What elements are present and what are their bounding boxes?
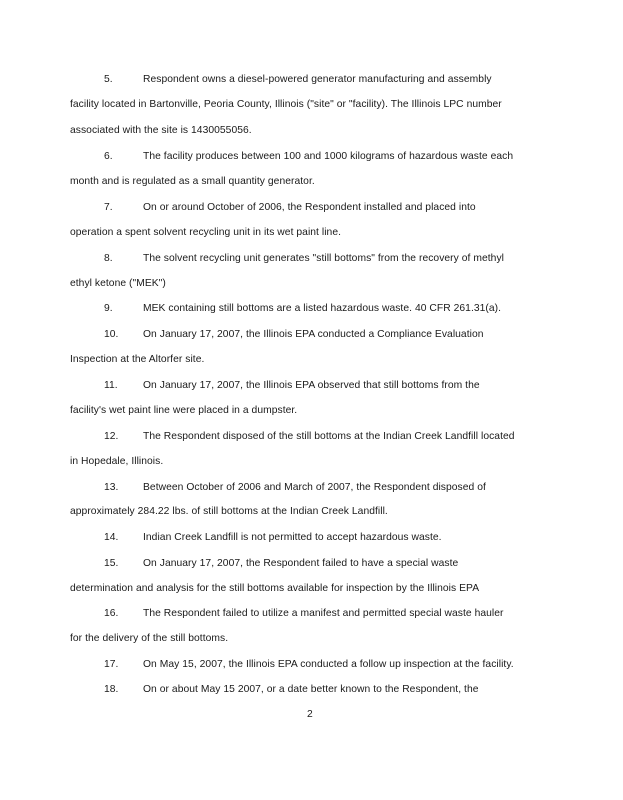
paragraph-number: 11.: [104, 380, 118, 391]
paragraph-number: 5.: [104, 74, 113, 85]
paragraph-text-line: Indian Creek Landfill is not permitted to accept hazardous waste.: [143, 532, 442, 543]
paragraph-text-line: On January 17, 2007, the Respondent failed to have a special waste: [143, 558, 459, 569]
paragraph-text-line: The Respondent failed to utilize a manifest and permitted special waste hauler: [143, 608, 504, 619]
paragraph-text-line: Respondent owns a diesel-powered generator manufacturing and assembly: [143, 74, 492, 85]
paragraph-text-line: On or about May 15 2007, or a date better known to the Respondent, the: [143, 684, 479, 695]
paragraph-number: 13.: [104, 482, 119, 493]
paragraph-text-line: for the delivery of the still bottoms.: [70, 633, 229, 644]
paragraph-text-line: operation a spent solvent recycling unit in its wet paint line.: [70, 227, 342, 238]
paragraph-number: 7.: [104, 202, 113, 213]
paragraph-number: 9.: [104, 303, 113, 314]
paragraph-number: 12.: [104, 431, 119, 442]
paragraph-number: 10.: [104, 329, 119, 340]
paragraph-text-line: ethyl ketone ("MEK"): [70, 278, 166, 289]
paragraph-number: 14.: [104, 532, 119, 543]
paragraph-text-line: On January 17, 2007, the Illinois EPA observed that still bottoms from the: [143, 380, 480, 391]
paragraph-number: 15.: [104, 558, 119, 569]
paragraph-number: 8.: [104, 253, 113, 264]
paragraph-text-line: approximately 284.22 lbs. of still bottoms at the Indian Creek Landfill.: [70, 506, 388, 517]
paragraph-text-line: On May 15, 2007, the Illinois EPA conducted a follow up inspection at the facility.: [143, 659, 514, 670]
paragraph-number: 17.: [104, 659, 119, 670]
paragraph-text-line: MEK containing still bottoms are a listed hazardous waste. 40 CFR 261.31(a).: [143, 303, 502, 314]
paragraph-text-line: Between October of 2006 and March of 2007, the Respondent disposed of: [143, 482, 486, 493]
paragraph-number: 6.: [104, 151, 113, 162]
paragraph-text-line: in Hopedale, Illinois.: [70, 456, 164, 467]
paragraph-text-line: On or around October of 2006, the Respondent installed and placed into: [143, 202, 476, 213]
paragraph-text-line: The facility produces between 100 and 1000 kilograms of hazardous waste each: [143, 151, 514, 162]
paragraph-text-line: associated with the site is 1430055056.: [70, 125, 252, 136]
paragraph-text-line: determination and analysis for the still bottoms available for inspection by the Illinois EPA: [70, 583, 480, 594]
paragraph-text-line: month and is regulated as a small quantity generator.: [70, 176, 315, 187]
paragraph-number: 18.: [104, 684, 119, 695]
paragraph-text-line: Inspection at the Altorfer site.: [70, 354, 205, 365]
paragraph-text-line: The Respondent disposed of the still bottoms at the Indian Creek Landfill located: [143, 431, 515, 442]
paragraph-text-line: facility located in Bartonville, Peoria County, Illinois ("site" or "facility). The Illinois LPC number: [70, 99, 502, 110]
paragraph-text-line: The solvent recycling unit generates "still bottoms" from the recovery of methyl: [143, 253, 504, 264]
paragraph-text-line: On January 17, 2007, the Illinois EPA conducted a Compliance Evaluation: [143, 329, 484, 340]
paragraph-text-line: facility's wet paint line were placed in a dumpster.: [70, 405, 298, 416]
paragraph-number: 16.: [104, 608, 119, 619]
page-number: 2: [307, 709, 313, 720]
